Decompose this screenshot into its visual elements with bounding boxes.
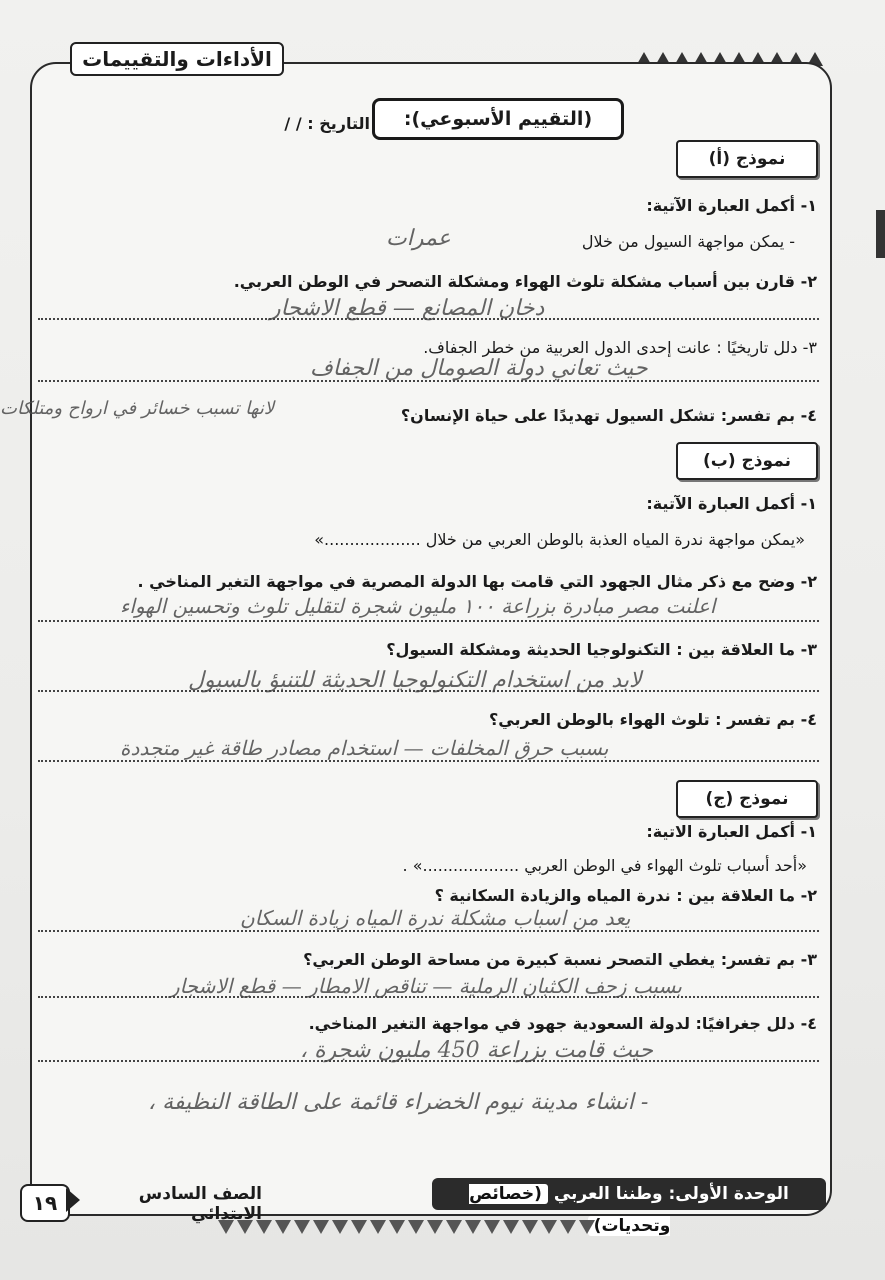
model-a-q3-title: ٣- دلل تاريخيًا : عانت إحدى الدول العربية من خطر الجفاف. (423, 338, 817, 357)
unit-prefix: الوحدة الأولى: وطننا العربي (553, 1184, 789, 1204)
model-a-q3-line (38, 380, 819, 382)
date-label: التاريخ : / / (284, 114, 370, 133)
model-b-q3-title: ٣- ما العلاقة بين : التكنولوجيا الحديثة ومشكلة السيول؟ (386, 640, 817, 659)
side-tab-marker (876, 210, 885, 258)
model-a-q2-answer: دخان المصانع — قطع الاشجار (270, 296, 545, 321)
model-c-q1-title: ١- أكمل العبارة الاتية: (646, 822, 817, 841)
model-a-q2-line (38, 318, 819, 320)
model-b-q3-line (38, 690, 819, 692)
model-c-q3-line (38, 996, 819, 998)
model-a-q4-answer: لانها تسبب خسائر في ارواح ومتلكات (0, 398, 275, 419)
unit-suffix: (خصائص وتحديات) (469, 1184, 671, 1236)
model-a-q2-title: ٢- قارن بين أسباب مشكلة تلوث الهواء ومشكلة التصحر في الوطن العربي. (233, 272, 817, 291)
model-c-q2-answer: يعد من اسباب مشكلة ندرة المياه زيادة السكان (240, 906, 631, 930)
model-b-q4-line (38, 760, 819, 762)
model-c-q2-title: ٢- ما العلاقة بين : ندرة المياه والزيادة السكانية ؟ (434, 886, 817, 905)
unit-banner (432, 1178, 826, 1236)
model-b-q3-answer: لابد من استخدام التكنولوجيا الحديثة للتنبؤ بالسيول (188, 668, 642, 693)
model-b-q1-title: ١- أكمل العبارة الآتية: (646, 494, 817, 513)
grade-label: الصف السادس الابتدائي (138, 1184, 262, 1224)
model-c-q3-title: ٣- بم تفسر: يغطي التصحر نسبة كبيرة من مساحة الوطن العربي؟ (303, 950, 817, 969)
model-b-q4-title: ٤- بم تفسر : تلوث الهواء بالوطن العربي؟ (489, 710, 817, 729)
page-number: ١٩ (20, 1184, 70, 1222)
model-c-q4-line (38, 1060, 819, 1062)
model-b-q2-answer: اعلنت مصر مبادرة بزراعة ١٠٠ مليون شجرة لتقليل تلوث وتحسين الهواء (120, 594, 716, 618)
model-c-q4-answer: حيث قامت بزراعة 450 مليون شجرة ، (300, 1038, 653, 1063)
model-c-q1-text: «أحد أسباب تلوث الهواء في الوطن العربي ...................» . (402, 856, 807, 875)
model-a-q1-title: ١- أكمل العبارة الآتية: (646, 196, 817, 215)
model-a-q1-answer: عمرات (386, 226, 451, 251)
model-a-q1-text: - يمكن مواجهة السيول من خلال (581, 232, 795, 251)
model-a-q4-title: ٤- بم تفسر: تشكل السيول تهديدًا على حياة الإنسان؟ (400, 406, 817, 425)
bottom-decoration (218, 1220, 595, 1234)
model-b-q2-line (38, 620, 819, 622)
page-number-arrow-icon (66, 1188, 80, 1212)
model-c-label: نموذج (ج) (676, 780, 818, 818)
model-b-q1-text: «يمكن مواجهة ندرة المياه العذبة بالوطن العربي من خلال ...................» (314, 530, 805, 549)
weekly-assessment-title: (التقييم الأسبوعي): (372, 98, 624, 140)
model-a-label: نموذج (أ) (676, 140, 818, 178)
model-c-q4-title: ٤- دلل جغرافيًا: لدولة السعودية جهود في مواجهة التغير المناخي. (308, 1014, 817, 1033)
model-b-q4-answer: بسبب حرق المخلفات — استخدام مصادر طاقة غير متجددة (120, 736, 609, 760)
model-c-q3-answer: بسبب زحف الكثبان الرملية — تناقص الامطار — قطع الاشجار (170, 974, 682, 998)
model-b-q2-title: ٢- وضح مع ذكر مثال الجهود التي قامت بها الدولة المصرية في مواجهة التغير المناخي . (137, 572, 817, 591)
model-c-q4-answer-2: - انشاء مدينة نيوم الخضراء قائمة على الطاقة النظيفة ، (148, 1090, 649, 1115)
model-b-label: نموذج (ب) (676, 442, 818, 480)
model-a-q3-answer: حيث تعاني دولة الصومال من الجفاف (310, 356, 648, 381)
model-c-q2-line (38, 930, 819, 932)
section-title: الأداءات والتقييمات (70, 42, 284, 76)
